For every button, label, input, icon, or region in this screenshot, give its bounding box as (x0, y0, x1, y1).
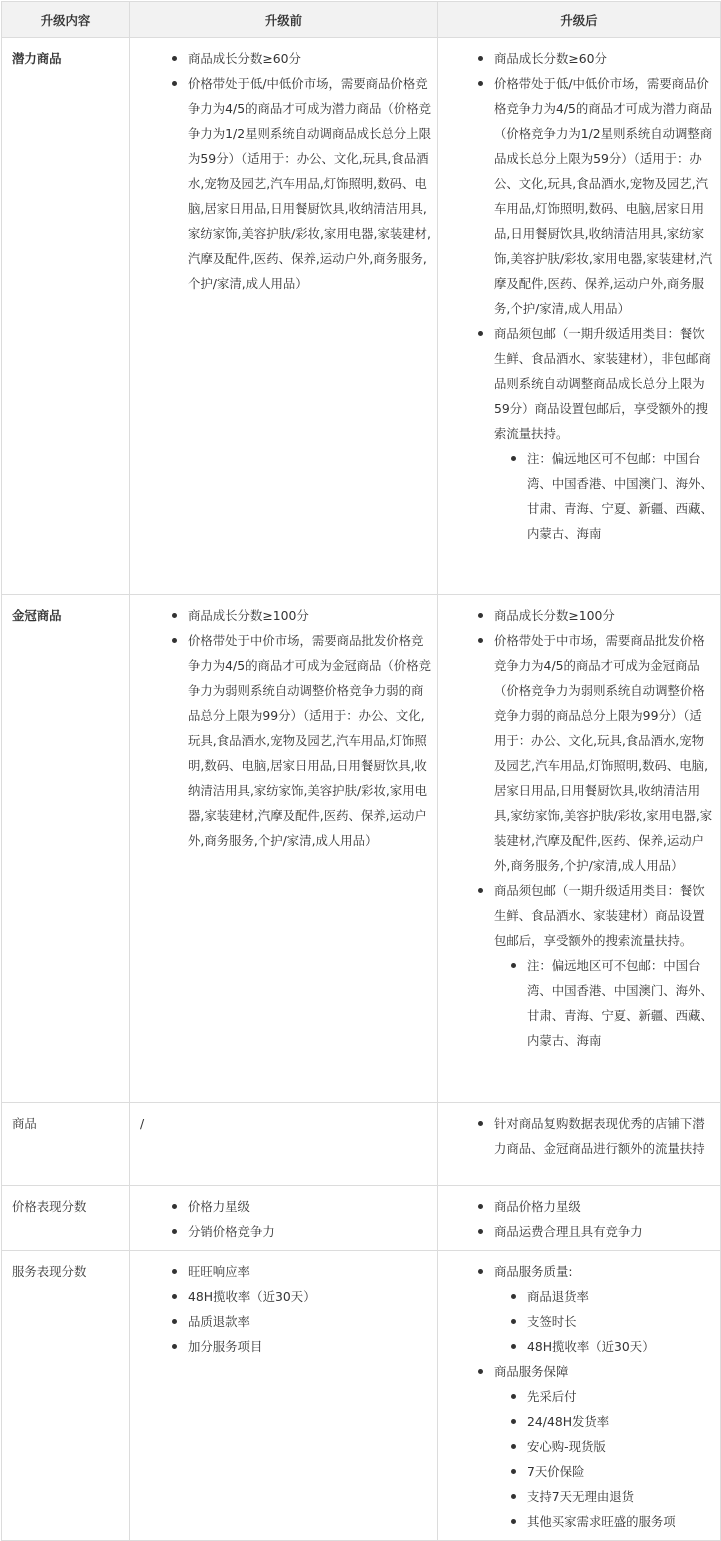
note-item: 注：偏远地区可不包邮：中国台湾、中国香港、中国澳门、海外、甘肃、青海、宁夏、新疆、西藏、内蒙古、海南 (527, 446, 714, 546)
list-item-text: 商品须包邮（一期升级适用类目：餐饮生鲜、食品酒水、家装建材）商品设置包邮后，享受额外的搜索流量扶持。 (494, 883, 705, 948)
list-item: 商品成长分数≥100分 (494, 603, 714, 628)
table-row (2, 1186, 721, 1251)
list-item: 商品成长分数≥60分 (188, 46, 431, 71)
header-upgrade-content: 升级内容 (2, 2, 130, 38)
before-cell (130, 38, 438, 595)
note-item: 注：偏远地区可不包邮：中国台湾、中国香港、中国澳门、海外、甘肃、青海、宁夏、新疆、西藏、内蒙古、海南 (527, 953, 714, 1053)
list-item: 商品成长分数≥60分 (494, 46, 714, 71)
sub-bullet-list (494, 953, 714, 1053)
after-cell (438, 38, 721, 595)
table-row (2, 38, 721, 595)
before-cell (130, 595, 438, 1103)
list-item-text: 商品须包邮（一期升级适用类目：餐饮生鲜、食品酒水、家装建材），非包邮商品则系统自动调整商品成长总分上限为59分）商品设置包邮后，享受额外的搜索流量扶持。 (494, 326, 711, 441)
sub-list-item: 商品退货率 (527, 1284, 714, 1309)
group-title: 商品服务保障 (494, 1364, 569, 1379)
list-item (494, 878, 714, 1053)
bullet-list (448, 603, 714, 1053)
list-item: 商品运费合理且具有竞争力 (494, 1219, 714, 1244)
bullet-list (140, 603, 431, 853)
list-item: 商品价格力星级 (494, 1194, 714, 1219)
list-item: 商品成长分数≥100分 (188, 603, 431, 628)
list-item: 价格带处于中价市场，需要商品批发价格竞争力为4/5的商品才可成为金冠商品（价格竞争力为弱则系统自动调整价格竞争力弱的商品总分上限为99分）（适用于：办公、文化,玩具,食品酒水,宠物及园艺,汽车用品,灯饰照明,数码、电脑,居家日用品,日用餐厨饮具,收纳清洁用具,家纺家饰,美容护肤/彩妆,家用电器,家装建材,汽摩及配件,医药、保养,运动户外,商务服务,个护/家清,成人用品） (188, 628, 431, 853)
list-item: 品质退款率 (188, 1309, 431, 1334)
after-cell (438, 1251, 721, 1541)
list-item: 旺旺响应率 (188, 1259, 431, 1284)
after-cell (438, 595, 721, 1103)
sub-list-item: 24/48H发货率 (527, 1409, 714, 1434)
sub-bullet-list (494, 446, 714, 546)
list-item: 分销价格竞争力 (188, 1219, 431, 1244)
sub-list-item: 48H揽收率（近30天） (527, 1334, 714, 1359)
bullet-list (448, 1194, 714, 1244)
row-label: 金冠商品 (2, 595, 130, 1103)
list-item (494, 321, 714, 546)
after-cell (438, 1186, 721, 1251)
bullet-list (448, 46, 714, 546)
bullet-list (448, 1259, 714, 1534)
after-cell (438, 1103, 721, 1186)
list-item: 48H揽收率（近30天） (188, 1284, 431, 1309)
before-cell (130, 1251, 438, 1541)
table-header-row (2, 2, 721, 38)
sub-list-item: 支持7天无理由退货 (527, 1484, 714, 1509)
list-item: 加分服务项目 (188, 1334, 431, 1359)
row-label: 服务表现分数 (2, 1251, 130, 1541)
sub-list-item: 支签时长 (527, 1309, 714, 1334)
table-row (2, 1251, 721, 1541)
list-item: 价格力星级 (188, 1194, 431, 1219)
header-after: 升级后 (438, 2, 721, 38)
list-item: 价格带处于低/中低价市场，需要商品价格竞争力为4/5的商品才可成为潜力商品（价格竞争力为1/2星则系统自动调商品成长总分上限为59分）（适用于：办公、文化,玩具,食品酒水,宠物及园艺,汽车用品,灯饰照明,数码、电脑,居家日用品,日用餐厨饮具,收纳清洁用具,家纺家饰,美容护肤/彩妆,家用电器,家装建材,汽摩及配件,医药、保养,运动户外,商务服务,个护/家清,成人用品） (188, 71, 431, 296)
group-title: 商品服务质量: (494, 1264, 573, 1279)
bullet-list (448, 1111, 714, 1161)
bullet-list (140, 46, 431, 296)
table-row (2, 1103, 721, 1186)
sub-bullet-list (494, 1284, 714, 1359)
row-label: 潜力商品 (2, 38, 130, 595)
list-item: 价格带处于低/中低价市场，需要商品价格竞争力为4/5的商品才可成为潜力商品（价格竞争力为1/2星则系统自动调整商品成长总分上限为59分）（适用于：办公、文化,玩具,食品酒水,宠物及园艺,汽车用品,灯饰照明,数码、电脑,居家日用品,日用餐厨饮具,收纳清洁用具,家纺家饰,美容护肤/彩妆,家用电器,家装建材,汽摩及配件,医药、保养,运动户外,商务服务,个护/家清,成人用品） (494, 71, 714, 321)
sub-list-item: 安心购-现货版 (527, 1434, 714, 1459)
list-item: 价格带处于中市场，需要商品批发价格竞争力为4/5的商品才可成为金冠商品（价格竞争力为弱则系统自动调整价格竞争力弱的商品总分上限为99分）（适用于：办公、文化,玩具,食品酒水,宠物及园艺,汽车用品,灯饰照明,数码、电脑,居家日用品,日用餐厨饮具,收纳清洁用具,家纺家饰,美容护肤/彩妆,家用电器,家装建材,汽摩及配件,医药、保养,运动户外,商务服务,个护/家清,成人用品） (494, 628, 714, 878)
list-item (494, 1359, 714, 1534)
sub-bullet-list (494, 1384, 714, 1534)
sub-list-item: 7天价保险 (527, 1459, 714, 1484)
row-label: 价格表现分数 (2, 1186, 130, 1251)
bullet-list (140, 1259, 431, 1359)
list-item: 针对商品复购数据表现优秀的店铺下潜力商品、金冠商品进行额外的流量扶持 (494, 1111, 714, 1161)
row-label: 商品 (2, 1103, 130, 1186)
before-cell: / (130, 1103, 438, 1186)
before-cell (130, 1186, 438, 1251)
sub-list-item: 其他买家需求旺盛的服务项 (527, 1509, 714, 1534)
table-row (2, 595, 721, 1103)
upgrade-comparison-table (1, 1, 721, 1541)
sub-list-item: 先采后付 (527, 1384, 714, 1409)
header-before: 升级前 (130, 2, 438, 38)
list-item (494, 1259, 714, 1359)
bullet-list (140, 1194, 431, 1244)
